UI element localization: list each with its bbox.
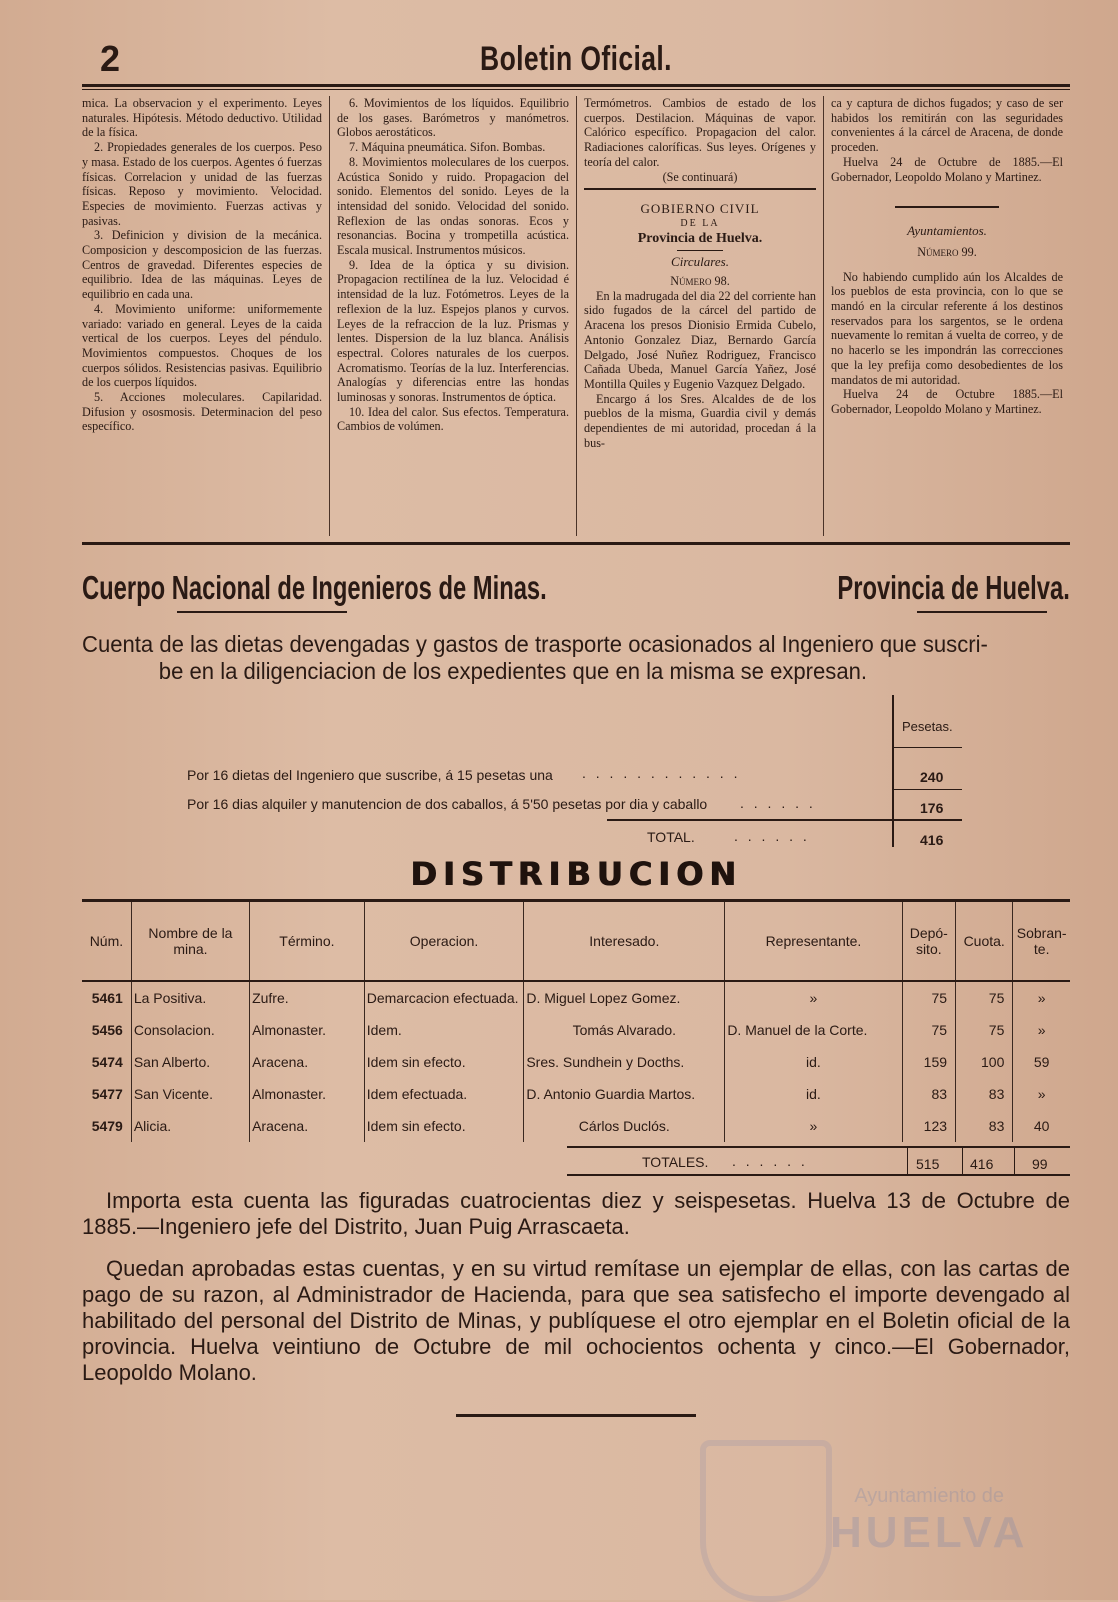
paragraph: 8. Movimientos moleculares de los cuerpos. Acústica Sonido y ruido. Propagacion del sonido. Elementos del sonido. Leyes de la intensidad del sonido. Velocidad del sonido. Reflexion de las ondas sonoras. Ecos y resonancias. Bocina y trompetilla acústica. Escala musical. Instrumentos músicos. <box>337 154 569 258</box>
watermark-line-1: Ayuntamiento de <box>854 1485 1005 1507</box>
gobierno-civil-heading: GOBIERNO CIVIL <box>640 201 760 217</box>
table-row: 5456 Consolacion. Almonaster. Idem. Tomás Alvarado. D. Manuel de la Corte. 75 75 » <box>82 1014 1070 1046</box>
cost-row-1-label: Por 16 dietas del Ingeniero que suscribe, á 15 pesetas una <box>187 767 553 783</box>
total-sobrante: 99 <box>1032 1156 1048 1172</box>
col-header-deposito: Depó-sito. <box>902 902 955 981</box>
divider <box>677 250 723 251</box>
cost-row-2-value: 176 <box>920 800 944 816</box>
quedan-paragraph: Quedan aprobadas estas cuentas, y en su virtud remítase un ejemplar de ellas, con las cartas de pago de su razon, al Administrador de Hacienda, para que sea satisfecho el importe devengado al habilitado del personal del Distrito de Minas, y publíquese el otro ejemplar en el Boletin oficial de la provincia. Huelva veintiuno de Octubre de mil ochocientos ochenta y cinco.—El Gobernador, Leopoldo Molano. <box>82 1256 1070 1385</box>
importa-paragraph: Importa esta cuenta las figuradas cuatrocientas diez y seispesetas. Huelva 13 de Octubre de 1885.—Ingeniero jefe del Distrito, Juan Puig Arrascaeta. <box>82 1188 1070 1239</box>
costs-table <box>82 685 1070 853</box>
title-ornaments <box>82 607 1070 617</box>
numero-98: Número 98. <box>670 274 730 289</box>
paragraph: Huelva 24 de Octubre 1885.—El Gobernador, Leopoldo Molano y Martinez. <box>831 387 1063 416</box>
provincia-title: Provincia de Huelva. <box>837 569 1070 606</box>
table-header-row <box>82 902 1070 981</box>
table-row: 5461 La Positiva. Zufre. Demarcacion efectuada. D. Miguel Lopez Gomez. » 75 75 » <box>82 981 1070 1014</box>
cost-row-1-dots: . . . . . . . . . . . . <box>582 765 741 781</box>
total-value: 416 <box>920 832 944 848</box>
col-header-sobrante: Sobran-te. <box>1013 902 1070 981</box>
distribucion-table <box>82 902 1070 1142</box>
paragraph: En la madrugada del dia 22 del corriente han sido fugados de la cárcel del partido de Aracena los presos Dionisio Ermida Cubelo, Antonio Gonzalez Diaz, Bernardo García Delgado, José Nuñez Rodriguez, Francisco Cañada Ubeda, Manuel García Yañez, José Montilla Quiles y Eugenio Vazquez Delgado. <box>584 288 816 391</box>
numero-99: Número 99. <box>917 244 977 259</box>
cuenta-line-2: be en la diligenciacion de los expedientes que en la misma se expresan. <box>158 658 868 684</box>
cuenta-line-1: Cuenta de las dietas devengadas y gastos de trasporte ocasionados al Ingeniero que suscri- <box>82 631 988 657</box>
paragraph: 2. Propiedades generales de los cuerpos. Peso y masa. Estado de los cuerpos. Agentes ó fuerzas físicas. Correlacion y unidad de las fuerzas físicas. Reposo y movimiento. Velocidad. Especies de movimiento. Fuerzas activas y pasivas. <box>82 140 322 228</box>
cuerpo-nacional-title: Cuerpo Nacional de Ingenieros de Minas. <box>82 569 547 606</box>
column-3 <box>576 96 823 536</box>
paragraph: 4. Movimiento uniforme: uniformemente variado: variado en general. Leyes de la caida vertical de los cuerpos. Leyes del péndulo. Movimientos compuestos. Choques de los cuerpos sólidos. Resistencias pasivas. Equilibrio de los cuerpos líquidos. <box>82 301 322 390</box>
paragraph: No habiendo cumplido aún los Alcaldes de los pueblos de esta provincia, con lo que se mandó en la circular referente á los destinos reservados para los sargentos, se le ordena nuevamente lo remitan á vuelta de correo, y de no hacerlo se les impondrán las correcciones que la ley prefija como desobedientes de los mandatos de mi autoridad. <box>831 269 1063 387</box>
paragraph: 10. Idea del calor. Sus efectos. Temperatura. Cambios de volúmen. <box>337 404 569 434</box>
col-header-operacion: Operacion. <box>364 902 524 981</box>
col-header-termino: Término. <box>250 902 365 981</box>
cost-row-2-dots: . . . . . . <box>740 795 816 811</box>
watermark <box>830 1485 1028 1558</box>
circulares-heading: Circulares. <box>671 254 729 270</box>
totales-dots: . . . . . . <box>732 1153 808 1169</box>
continuation-note: (Se continuará) <box>662 169 738 184</box>
table-row: 5479 Alicia. Aracena. Idem sin efecto. Cárlos Duclós. » 123 83 40 <box>82 1110 1070 1142</box>
paragraph: ca y captura de dichos fugados; y caso de ser habidos los remitirán con las seguridades convenientes á la cárcel de Aracena, de donde proceden. <box>831 96 1063 155</box>
ornament-rule <box>895 206 999 208</box>
page-number: 2 <box>100 38 121 79</box>
totales-row <box>82 1142 1070 1176</box>
paragraph: 3. Definicion y division de la mecánica. Composicion y descomposicion de las fuerzas. Centros de gravedad. Diferentes especies de equilibrio. Idea de las máquinas. Leyes de equilibrio en cada una. <box>82 228 322 302</box>
end-rule <box>456 1414 696 1417</box>
col-header-representante: Representante. <box>725 902 902 981</box>
de-la-heading: DE LA <box>680 217 720 229</box>
ayuntamientos-heading: Ayuntamientos. <box>907 223 987 239</box>
col-header-interesado: Interesado. <box>524 902 725 981</box>
shield-watermark-icon <box>700 1440 832 1602</box>
table-row: 5477 San Vicente. Almonaster. Idem efectuada. D. Antonio Guardia Martos. id. 83 83 » <box>82 1078 1070 1110</box>
paragraph: Huelva 24 de Octubre de 1885.—El Gobernador, Leopoldo Molano y Martinez. <box>831 154 1063 184</box>
pesetas-header: Pesetas. <box>902 719 953 734</box>
total-deposito: 515 <box>916 1156 940 1172</box>
cuenta-heading <box>82 631 1046 685</box>
header-rule <box>82 84 1070 90</box>
cost-row-1-value: 240 <box>920 769 944 785</box>
col-header-mina: Nombre de la mina. <box>131 902 249 981</box>
distribucion-title: DISTRIBUCION <box>410 855 742 893</box>
paragraph: Encargo á los Sres. Alcaldes de de los pueblos de la misma, Guardia civil y demás dependientes de mi autoridad, procedan á la bus- <box>584 391 816 450</box>
closing-text <box>82 1188 1070 1386</box>
provincia-heading: Provincia de Huelva. <box>637 230 763 246</box>
col-header-cuota: Cuota. <box>956 902 1013 981</box>
total-label: TOTAL. <box>647 829 695 845</box>
totales-label: TOTALES. <box>642 1154 709 1170</box>
paragraph: 6. Movimientos de los líquidos. Equilibrio de los gases. Barómetros y manómetros. Globos aerostáticos. <box>337 96 569 140</box>
paragraph: mica. La observacion y el experimento. Leyes naturales. Hipótesis. Método deductivo. Utilidad de la física. <box>82 96 322 140</box>
table-row: 5474 San Alberto. Aracena. Idem sin efecto. Sres. Sundhein y Docths. id. 159 100 59 <box>82 1046 1070 1078</box>
total-dots: . . . . . . <box>734 828 810 844</box>
column-1 <box>82 96 329 536</box>
paragraph: 9. Idea de la óptica y su division. Propagacion rectilínea de la luz. Velocidad é intensidad de la luz. Fotómetros. Leyes de la reflexion de la luz. Espejos planos y curvos. Leyes de la refraccion de la luz. Prismas y lentes. Dispersion de la luz blanca. Análisis espectral. Colores naturales de los cuerpos. Acromatismo. Teorías de la luz. Interferencias. Analogías y diferencias entre las hondas luminosas y sonoras. Instrumentos de óptica. <box>337 257 569 405</box>
page-header <box>82 30 1070 82</box>
total-cuota: 416 <box>970 1156 994 1172</box>
article-columns <box>82 96 1070 536</box>
divider <box>584 188 816 190</box>
col-header-num: Núm. <box>82 902 131 981</box>
paragraph: 5. Acciones moleculares. Capilaridad. Difusion y ososmosis. Determinacion del peso específico. <box>82 390 322 434</box>
masthead-title: Boletin Oficial. <box>480 40 672 78</box>
section-rule <box>82 542 1070 545</box>
column-4 <box>823 96 1070 536</box>
section-title-bar <box>82 555 1070 607</box>
paragraph: Termómetros. Cambios de estado de los cuerpos. Destilacion. Máquinas de vapor. Calórico específico. Propagacion del calor. Radiaciones caloríficas. Sus leyes. Orígenes y teoría del calor. <box>584 96 816 169</box>
watermark-line-2: HUELVA <box>830 1508 1029 1557</box>
cost-row-2-label: Por 16 dias alquiler y manutencion de dos caballos, á 5'50 pesetas por dia y caballo <box>187 796 708 812</box>
column-2 <box>329 96 576 536</box>
paragraph: 7. Máquina pneumática. Sifon. Bombas. <box>349 140 546 155</box>
